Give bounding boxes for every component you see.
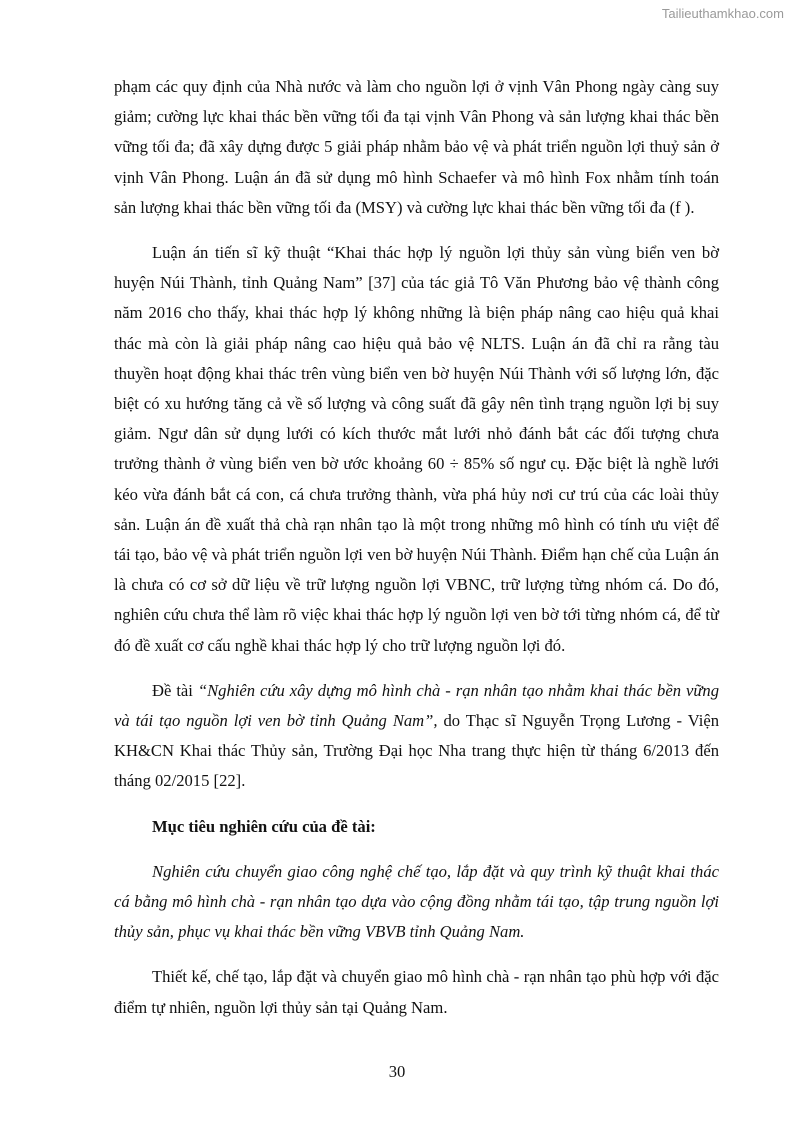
paragraph-5: Thiết kế, chế tạo, lắp đặt và chuyển giao mô hình chà - rạn nhân tạo phù hợp với đặc điểm tự nhiên, nguồn lợi thủy sản tại Quảng Nam.	[114, 967, 719, 1017]
page-number: 30	[388, 1062, 406, 1081]
paragraph-3-lead: Đề tài	[152, 680, 198, 700]
section-heading: Mục tiêu nghiên cứu của đề tài:	[152, 816, 376, 836]
paragraph-1: phạm các quy định của Nhà nước và làm cho nguồn lợi ở vịnh Vân Phong ngày càng suy giảm; cường lực khai thác bền vững tối đa tại vịnh Vân Phong và sản lượng khai thác bền vững tối đa; đã xây dựng được 5 giải pháp nhằm bảo vệ và phát triển nguồn lợi thuỷ sản ở vịnh Vân Phong. Luận án đã sử dụng mô hình Schaefer và mô hình Fox nhằm tính toán sản lượng khai thác bền vững tối đa (MSY) và cường lực khai thác bền vững tối đa (f ).	[114, 77, 719, 217]
document-body	[114, 72, 719, 1023]
paragraph-3-rest: do Thạc sĩ Nguyễn Trọng Lương - Viện KH&CN Khai thác Thủy sản, Trường Đại học Nha trang thực hiện từ tháng 6/2013 đến tháng 02/2015 [22].	[114, 711, 719, 791]
project-title: “Nghiên cứu xây dựng mô hình chà - rạn nhân tạo nhằm khai thác bền vững và tái tạo nguồn lợi ven bờ tỉnh Quảng Nam”,	[114, 680, 720, 731]
watermark-text: Tailieuthamkhao.com	[661, 6, 784, 21]
paragraph-2: Luận án tiến sĩ kỹ thuật “Khai thác hợp lý nguồn lợi thủy sản vùng biển ven bờ huyện Núi Thành, tỉnh Quảng Nam” [37] của tác giả Tô Văn Phương bảo vệ thành công năm 2016 cho thấy, khai thác hợp lý không những là biện pháp nâng cao hiệu quả khai thác mà còn là giải pháp nâng cao hiệu quả bảo vệ NLTS. Luận án đã chỉ ra rằng tàu thuyền hoạt động khai thác trên vùng biển ven bờ huyện Núi Thành với số lượng lớn, đặc biệt có xu hướng tăng cả về số lượng và công suất đã gây nên tình trạng nguồn lợi bị suy giảm. Ngư dân sử dụng lưới có kích thước mắt lưới nhỏ đánh bắt các đối tượng chưa trưởng thành ở vùng biển ven bờ ước khoảng 60 ÷ 85% số ngư cụ. Đặc biệt là nghề lưới kéo vừa đánh bắt cá con, cá chưa trưởng thành, vừa phá hủy nơi cư trú của các loài thủy sản. Luận án đề xuất thả chà rạn nhân tạo là một trong những mô hình có tính ưu việt để tái tạo, bảo vệ và phát triển nguồn lợi ven bờ huyện Núi Thành. Điểm hạn chế của Luận án là chưa có cơ sở dữ liệu về trữ lượng nguồn lợi VBNC, trữ lượng từng nhóm cá. Do đó, nghiên cứu chưa thể làm rõ việc khai thác hợp lý nguồn lợi ven bờ tới từng nhóm cá, để từ đó đề xuất cơ cấu nghề khai thác hợp lý cho trữ lượng nguồn lợi đó.	[114, 243, 719, 655]
paragraph-4: Nghiên cứu chuyển giao công nghệ chế tạo, lắp đặt và quy trình kỹ thuật khai thác cá bằng mô hình chà - rạn nhân tạo dựa vào cộng đồng nhằm tái tạo, tập trung nguồn lợi thủy sản, phục vụ khai thác bền vững VBVB tỉnh Quảng Nam.	[114, 861, 719, 942]
paragraph-3	[114, 676, 719, 797]
